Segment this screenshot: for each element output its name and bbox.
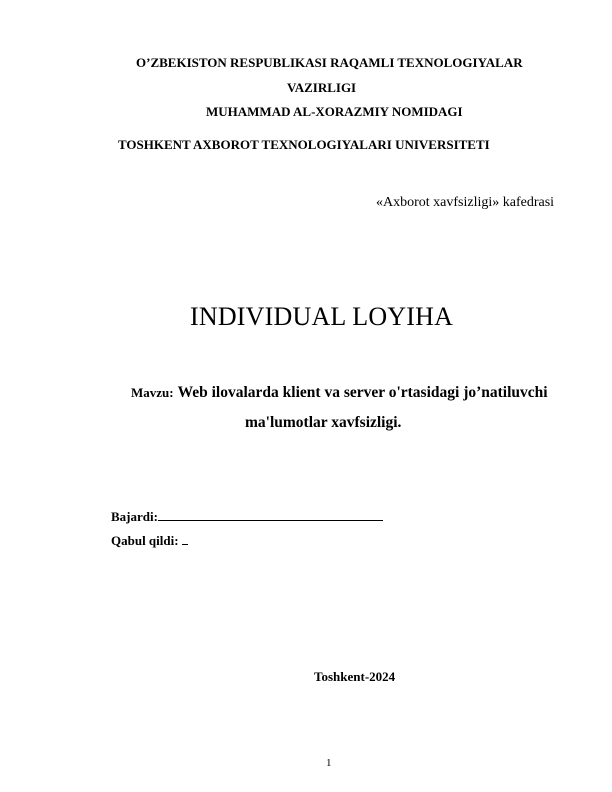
ministry-name-line-2: VAZIRLIGI [287, 80, 357, 95]
accepted-by-blank [182, 533, 188, 545]
university-name: TOSHKENT AXBOROT TEXNOLOGIYALARI UNIVERSITETI [118, 137, 490, 152]
named-after-line: MUHAMMAD AL-XORAZMIY NOMIDAGI [206, 104, 463, 119]
topic-text-line-1: Web ilovalarda klient va server o'rtasidagi jo’natiluvchi [177, 384, 548, 401]
document-title: INDIVIDUAL LOYIHA [190, 302, 454, 331]
performed-by-field [111, 509, 383, 525]
accepted-by-label: Qabul qildi: [111, 533, 179, 548]
accepted-by-field [111, 533, 188, 549]
page-number: 1 [326, 757, 332, 769]
department-name: «Axborot xavfsizligi» kafedrasi [376, 195, 555, 210]
topic-label: Mavzu: [131, 385, 174, 400]
city-year: Toshkent-2024 [314, 669, 396, 684]
topic-text-line-2: ma'lumotlar xavfsizligi. [245, 414, 402, 431]
topic-line-1 [131, 384, 548, 402]
ministry-name-line-1: O’ZBEKISTON RESPUBLIKASI RAQAMLI TEXNOLOGIYALAR [136, 55, 523, 70]
performed-by-blank [158, 509, 383, 521]
performed-by-label: Bajardi: [111, 509, 158, 524]
